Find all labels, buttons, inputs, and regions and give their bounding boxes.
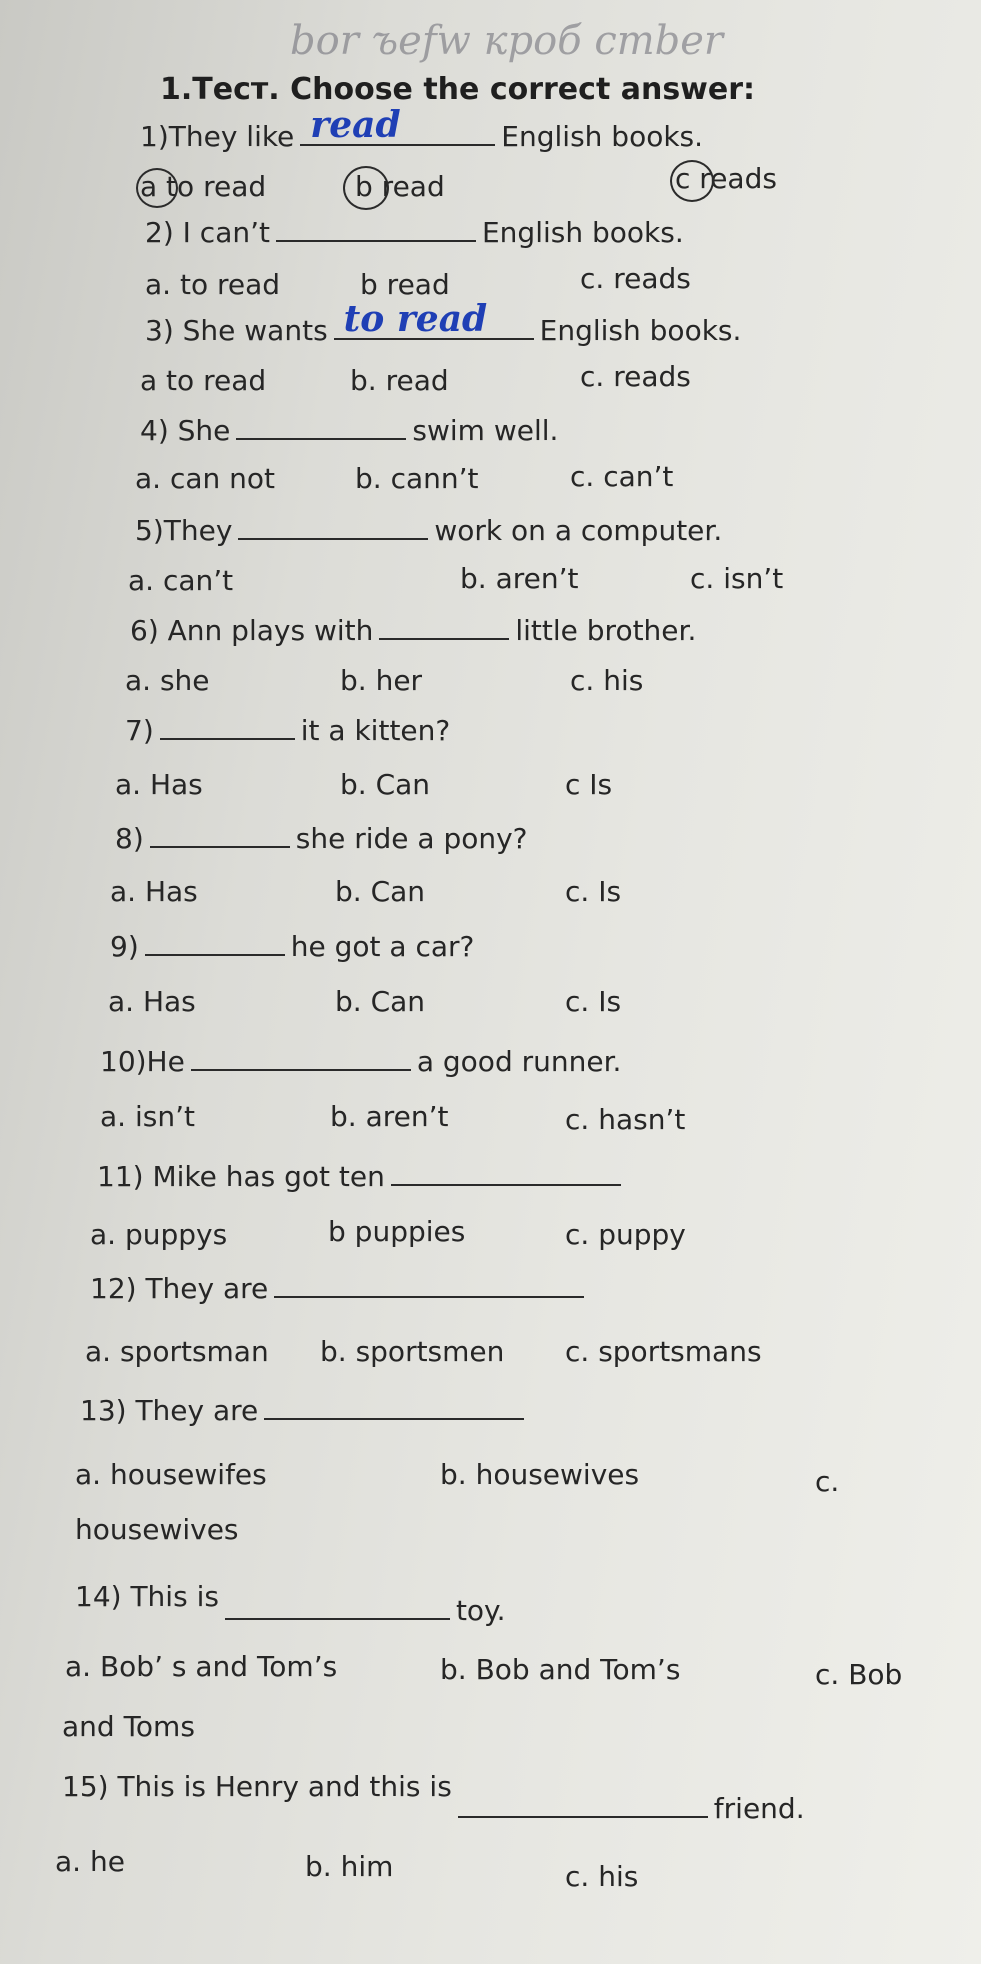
option-c[interactable]: c. puppy: [565, 1218, 686, 1251]
option-c-continued: housewives: [75, 1513, 239, 1546]
option-a[interactable]: a. isn’t: [100, 1100, 195, 1133]
option-a[interactable]: a. she: [125, 664, 210, 697]
option-a[interactable]: a. Has: [110, 875, 198, 908]
option-a[interactable]: a. Has: [108, 985, 196, 1018]
option-b[interactable]: b. aren’t: [460, 562, 579, 595]
answer-blank[interactable]: [191, 1043, 411, 1071]
question-3: 3) She wants to read English books.: [145, 298, 742, 347]
option-c[interactable]: c. can’t: [570, 460, 674, 493]
option-a[interactable]: a. housewifes: [75, 1458, 267, 1491]
option-c[interactable]: c. reads: [580, 360, 691, 393]
option-a[interactable]: a. can not: [135, 462, 276, 495]
option-b[interactable]: b. her: [340, 664, 423, 697]
answer-circle-mark: [670, 160, 714, 202]
option-c[interactable]: c Is: [565, 768, 613, 801]
answer-blank[interactable]: [160, 712, 295, 740]
answer-blank[interactable]: [150, 820, 290, 848]
answer-circle-mark: [343, 166, 389, 210]
option-a[interactable]: a to read: [140, 170, 267, 203]
answer-blank[interactable]: [334, 298, 534, 340]
question-15: 15) This is Henry and this isfriend.: [62, 1770, 805, 1825]
option-b[interactable]: b. read: [350, 364, 449, 397]
option-a[interactable]: a. Bob’ s and Tom’s: [65, 1650, 338, 1683]
option-c[interactable]: c. hasn’t: [565, 1103, 686, 1136]
answer-blank[interactable]: [274, 1270, 584, 1298]
question-4: 4) She swim well.: [140, 414, 559, 447]
option-a[interactable]: a. sportsman: [85, 1335, 269, 1368]
answer-blank[interactable]: [300, 104, 495, 146]
option-c[interactable]: c.: [815, 1465, 840, 1498]
option-a[interactable]: a to read: [140, 364, 267, 397]
option-b[interactable]: b. Can: [340, 768, 431, 801]
test-heading: 1.Тест. Choose the correct answer:: [160, 72, 756, 107]
question-13: 13) They are: [80, 1392, 530, 1427]
option-c[interactable]: c. Bob: [815, 1658, 903, 1691]
option-b[interactable]: b. Can: [335, 985, 426, 1018]
question-8: 8) she ride a pony?: [115, 822, 528, 855]
option-b[interactable]: b read: [355, 170, 445, 203]
answer-blank[interactable]: [225, 1592, 450, 1620]
option-b[interactable]: b. Bob and Tom’s: [440, 1653, 681, 1686]
question-6: 6) Ann plays with little brother.: [130, 614, 697, 647]
answer-circle-mark: [136, 168, 178, 208]
option-b[interactable]: b read: [360, 268, 450, 301]
option-a[interactable]: a. to read: [145, 268, 281, 301]
answer-blank[interactable]: [236, 412, 406, 440]
option-b[interactable]: b puppies: [328, 1215, 466, 1248]
option-c[interactable]: c. isn’t: [690, 562, 784, 595]
option-a[interactable]: a. Has: [115, 768, 203, 801]
option-c-continued: and Toms: [62, 1710, 195, 1743]
handwritten-note: bor ъefw кроб сmber: [290, 18, 724, 64]
option-c[interactable]: c. his: [565, 1860, 639, 1893]
answer-blank[interactable]: [264, 1392, 524, 1420]
answer-blank[interactable]: [145, 928, 285, 956]
question-7: 7) it a kitten?: [125, 714, 451, 747]
option-a[interactable]: a. puppys: [90, 1218, 228, 1251]
option-b[interactable]: b. Can: [335, 875, 426, 908]
question-10: 10)He a good runner.: [100, 1045, 622, 1078]
option-c[interactable]: c. reads: [580, 262, 691, 295]
question-2: 2) I can’t English books.: [145, 216, 684, 249]
option-b[interactable]: b. aren’t: [330, 1100, 449, 1133]
option-c[interactable]: c. sportsmans: [565, 1335, 762, 1368]
answer-blank[interactable]: [238, 512, 428, 540]
option-b[interactable]: b. cann’t: [355, 462, 479, 495]
question-14: 14) This is toy.: [75, 1580, 506, 1627]
answer-blank[interactable]: [458, 1790, 708, 1818]
question-12: 12) They are: [90, 1270, 590, 1305]
handwritten-answer: to read: [343, 298, 488, 340]
question-5: 5)They work on a computer.: [135, 514, 723, 547]
option-a[interactable]: a. he: [55, 1845, 125, 1878]
handwritten-answer: read: [310, 104, 401, 146]
option-c[interactable]: c. Is: [565, 875, 622, 908]
option-b[interactable]: b. housewives: [440, 1458, 640, 1491]
option-c[interactable]: c. his: [570, 664, 644, 697]
option-b[interactable]: b. sportsmen: [320, 1335, 505, 1368]
answer-blank[interactable]: [391, 1158, 621, 1186]
option-c[interactable]: c reads: [675, 162, 777, 195]
question-1: 1)They like read English books.: [140, 104, 704, 153]
answer-blank[interactable]: [379, 612, 509, 640]
answer-blank[interactable]: [276, 214, 476, 242]
option-a[interactable]: a. can’t: [128, 564, 234, 597]
question-11: 11) Mike has got ten: [97, 1158, 627, 1193]
option-c[interactable]: c. Is: [565, 985, 622, 1018]
option-b[interactable]: b. him: [305, 1850, 394, 1883]
question-9: 9) he got a car?: [110, 930, 475, 963]
